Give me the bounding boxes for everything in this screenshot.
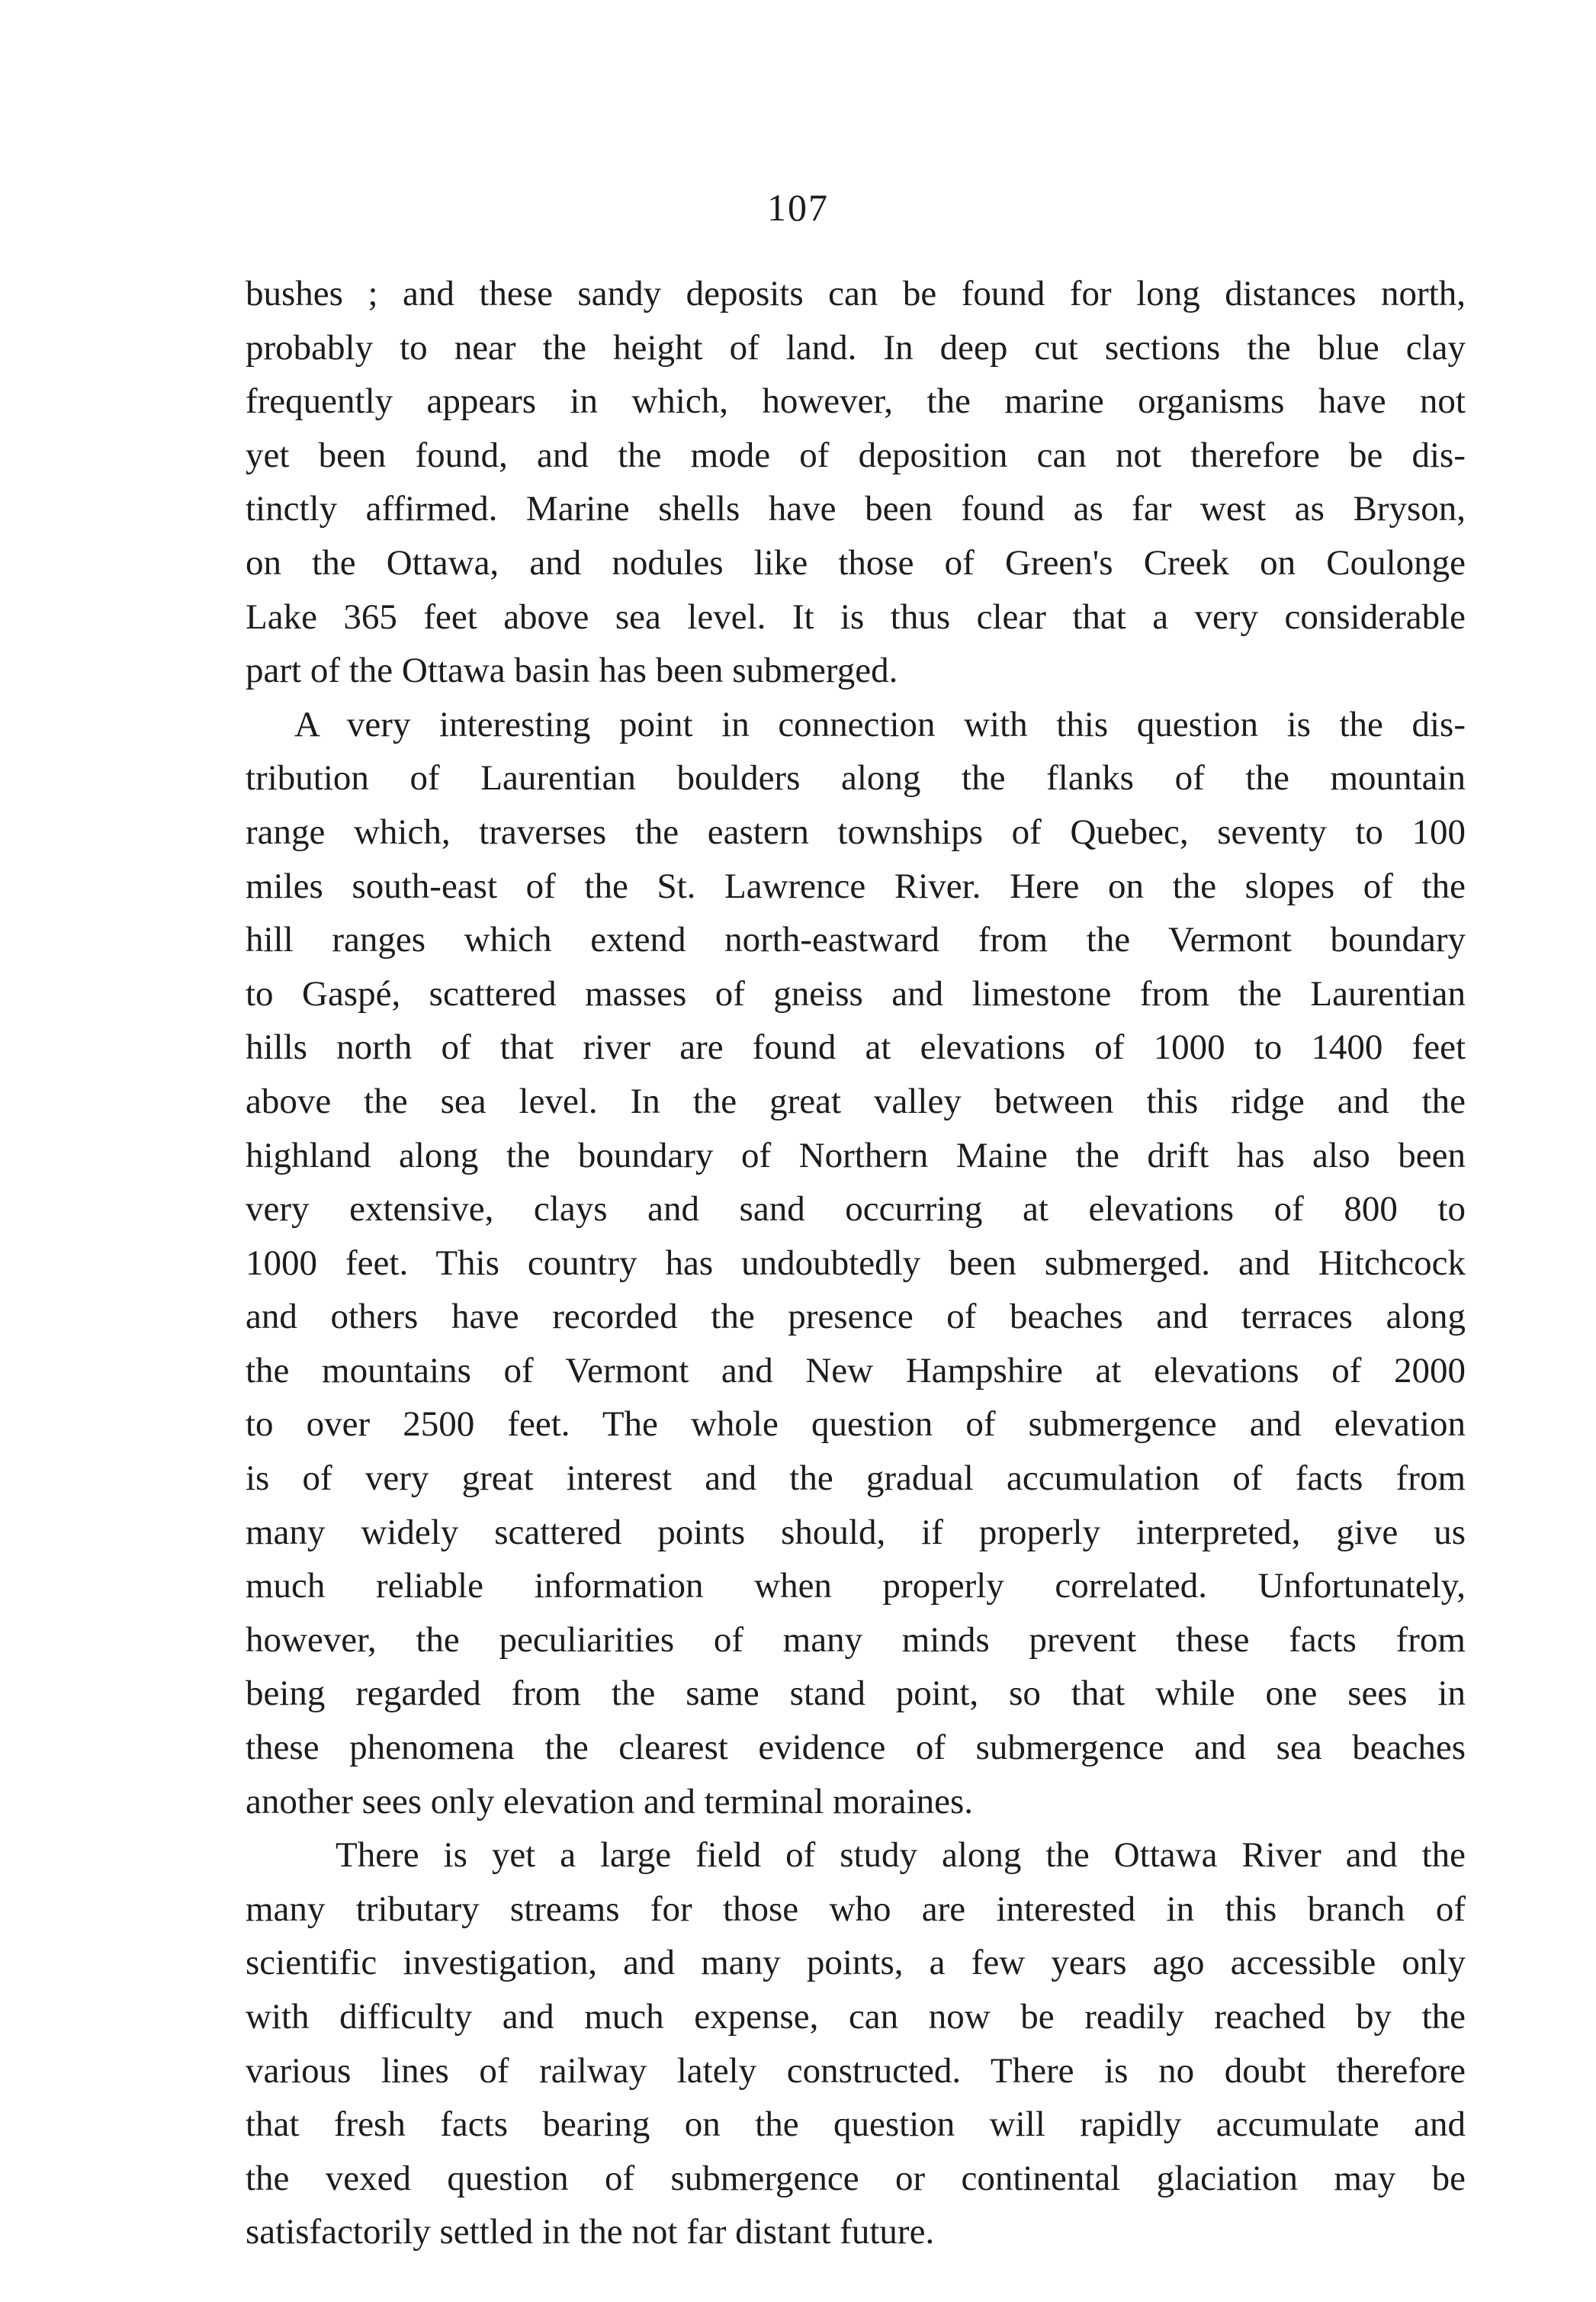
text-line: these phenomena the clearest evidence of submergence and sea beaches (246, 1728, 1466, 1768)
text-line: very extensive, clays and sand occurring at elevations of 800 to (246, 1189, 1466, 1230)
text-line: many tributary streams for those who are interested in this branch of (246, 1889, 1466, 1929)
text-line: various lines of railway lately constructed. There is no doubt therefore (246, 2050, 1466, 2091)
text-line: tribution of Laurentian boulders along the flanks of the mountain (246, 758, 1466, 799)
text-line: to over 2500 feet. The whole question of submergence and elevation (246, 1404, 1466, 1445)
text-line: scientific investigation, and many points, a few years ago accessible only (246, 1943, 1466, 1983)
text-line: hills north of that river are found at elevations of 1000 to 1400 feet (246, 1027, 1466, 1068)
text-line: bushes ; and these sandy deposits can be found for long distances north, (246, 274, 1466, 313)
text-line: however, the peculiarities of many minds prevent these facts from (246, 1619, 1466, 1660)
text-line: above the sea level. In the great valley between this ridge and the (246, 1081, 1466, 1121)
page-number: 107 (767, 186, 829, 229)
text-line: part of the Ottawa basin has been submerged. (246, 651, 898, 691)
text-line: the vexed question of submergence or continental glaciation may be (246, 2158, 1466, 2198)
paragraph-first-line: There is yet a large field of study along the Ottawa River and the (336, 1835, 1466, 1876)
text-line: range which, traverses the eastern townships of Quebec, seventy to 100 (246, 812, 1466, 852)
text-line: tinctly affirmed. Marine shells have been found as far west as Bryson, (246, 489, 1466, 529)
text-line: with difficulty and much expense, can now be readily reached by the (246, 1997, 1466, 2037)
text-line: is of very great interest and the gradual accumulation of facts from (246, 1458, 1466, 1499)
text-line: 1000 feet. This country has undoubtedly been submerged. and Hitchcock (246, 1243, 1466, 1283)
text-line: Lake 365 feet above sea level. It is thus clear that a very considerable (246, 596, 1466, 637)
text-line: yet been found, and the mode of deposition can not therefore be dis- (246, 435, 1466, 475)
text-line: frequently appears in which, however, the marine organisms have not (246, 381, 1466, 422)
paragraph-first-line: A very interesting point in connection with this question is the dis- (294, 704, 1466, 744)
text-line: the mountains of Vermont and New Hampshire at elevations of 2000 (246, 1350, 1466, 1391)
text-line: highland along the boundary of Northern Maine the drift has also been (246, 1135, 1466, 1175)
text-line: another sees only elevation and terminal moraines. (246, 1781, 974, 1821)
text-line: satisfactorily settled in the not far distant future. (246, 2212, 935, 2252)
text-line: many widely scattered points should, if properly interpreted, give us (246, 1512, 1466, 1552)
text-line: probably to near the height of land. In deep cut sections the blue clay (246, 327, 1466, 368)
text-line: miles south-east of the St. Lawrence River. Here on the slopes of the (246, 866, 1466, 906)
text-line: and others have recorded the presence of beaches and terraces along (246, 1297, 1466, 1337)
text-line: being regarded from the same stand point, so that while one sees in (246, 1673, 1466, 1714)
text-line: to Gaspé, scattered masses of gneiss and limestone from the Laurentian (246, 973, 1466, 1014)
text-line: on the Ottawa, and nodules like those of Green's Creek on Coulonge (246, 542, 1466, 583)
text-line: that fresh facts bearing on the question will rapidly accumulate and (246, 2104, 1466, 2145)
text-line: much reliable information when properly correlated. Unfortunately, (246, 1566, 1466, 1606)
text-line: hill ranges which extend north-eastward from the Vermont boundary (246, 920, 1466, 960)
body-text (246, 267, 1466, 2259)
